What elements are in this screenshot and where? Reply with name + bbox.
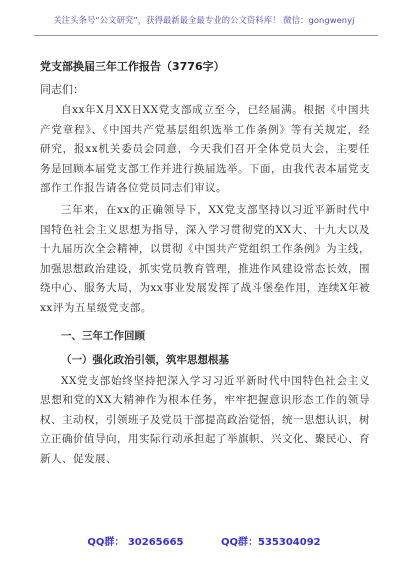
document-body	[40, 42, 370, 470]
paragraph-intro: 自xx年X月XX日XX党支部成立至今，已经届满。根据《中国共产党章程》、《中国共产党基层组织选举工作条例》等有关规定，经研究，报xx机关委员会同意，今天我们召开全体党员大会，主要任务是回顾本届党支部工作并进行换届选举。下面，由我代表本届党支部作工作报告请各位党员同志们审议。	[40, 104, 370, 195]
sub-heading: （一）强化政治引领，筑牢思想根基	[61, 353, 229, 366]
footer-qq-group-1: QQ群： 30265665	[87, 537, 184, 548]
paragraph-overview: 三年来，在xx的正确领导下，XX党支部坚持以习近平新时代中国特色社会主义思想为指导，深入学习贯彻党的XX大、十九大以及十九届历次全会精神，以贯彻《中国共产党组织工作条例》为主线，加强思想政治建设，抓实党员教育管理，推进作风建设常态长效，围绕中心、服务大局，为xx事业发展发挥了战斗堡垒作用，连续X年被xx评为五星级党支部。	[40, 203, 370, 314]
document-title: 党支部换届三年工作报告（3776字）	[40, 60, 225, 73]
header-divider	[34, 35, 378, 36]
paragraph-section: XX党支部始终坚持把深入学习习近平新时代中国特色社会主义思想和党的XX大精神作为根本任务，牢牢把握意识形态工作的领导权、主动权，引领班子及党员干部提高政治觉悟，统一思想认识，树立正确价值导向，用实际行动承担起了举旗帜、兴文化、聚民心、育新人、促发展、	[40, 374, 370, 465]
header-banner: 关注头条号“公文研究”，获得最新最全最专业的公文资料库！ 微信：gongwenyj	[53, 15, 355, 25]
salutation: 同志们：	[40, 83, 84, 96]
footer-qq-group-2: QQ群：535304092	[221, 537, 321, 548]
footer	[0, 533, 408, 548]
section-heading: 一、三年工作回顾	[61, 329, 145, 342]
